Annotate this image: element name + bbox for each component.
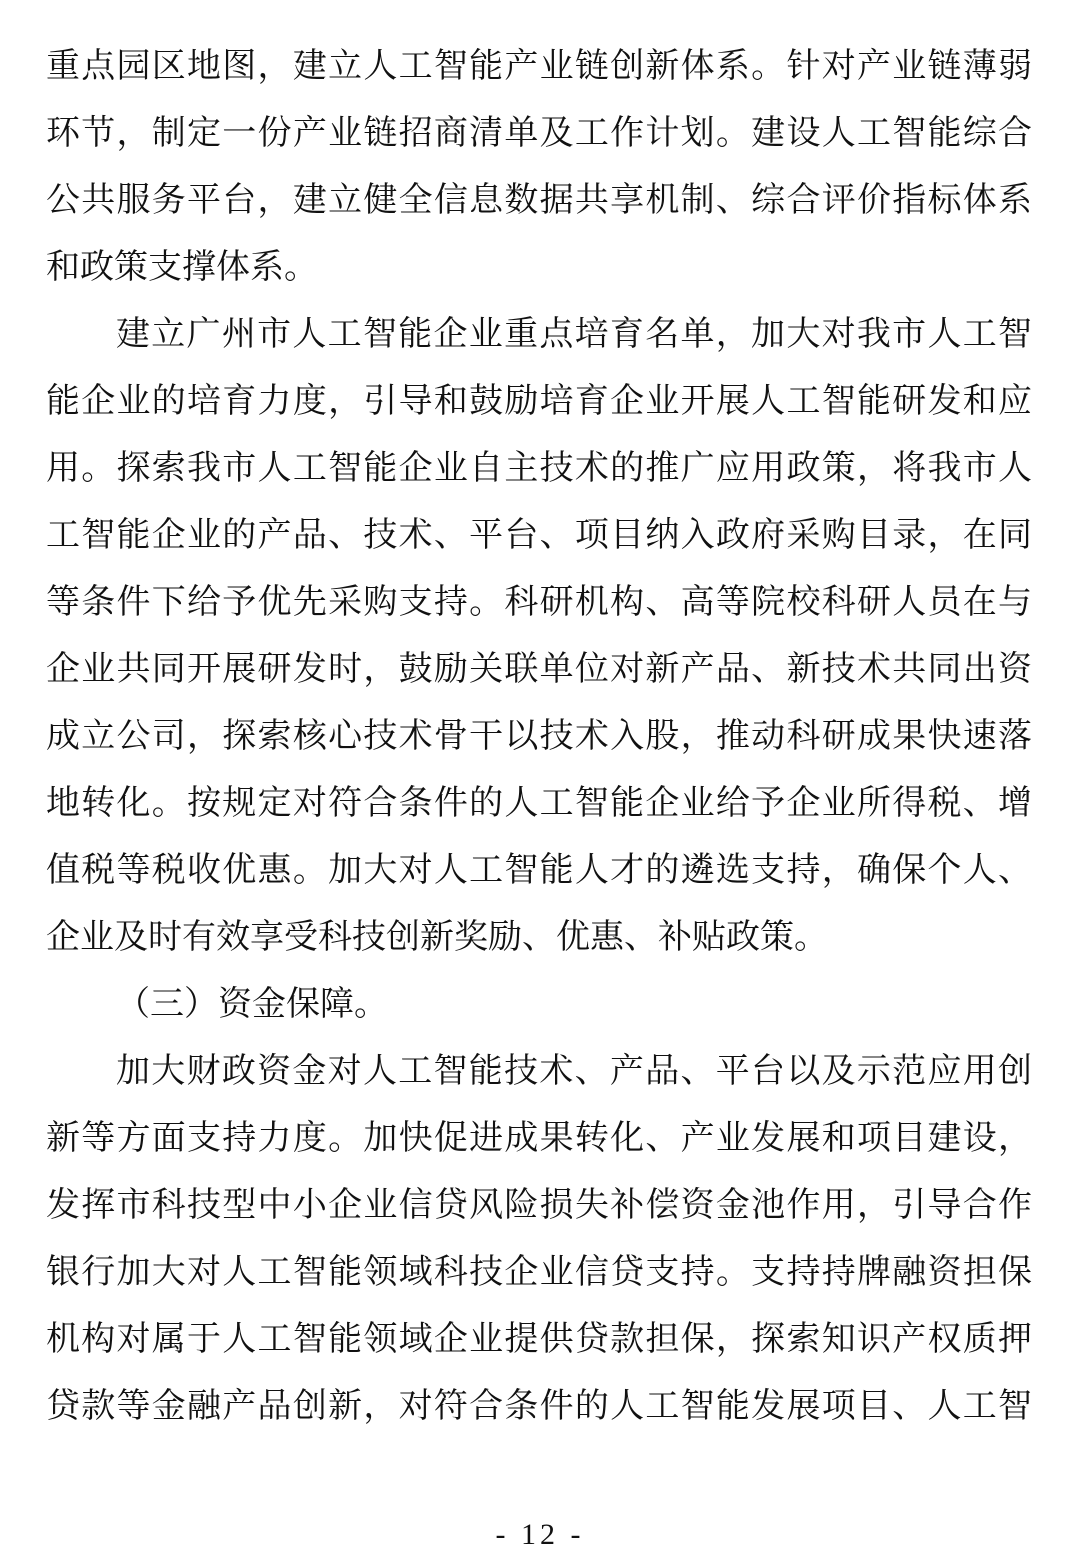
text-line: 发挥市科技型中小企业信贷风险损失补偿资金池作用，引导合作: [46, 1185, 1032, 1225]
text-line: 企业及时有效享受科技创新奖励、优惠、补贴政策。: [46, 917, 828, 957]
text-line: 能企业的培育力度，引导和鼓励培育企业开展人工智能研发和应: [46, 381, 1032, 421]
text-line: 建立广州市人工智能企业重点培育名单，加大对我市人工智: [116, 314, 1032, 354]
text-line: 用。探索我市人工智能企业自主技术的推广应用政策，将我市人: [46, 448, 1032, 488]
text-line: 等条件下给予优先采购支持。科研机构、高等院校科研人员在与: [46, 582, 1032, 622]
text-line: 贷款等金融产品创新，对符合条件的人工智能发展项目、人工智: [46, 1386, 1032, 1426]
text-line: 地转化。按规定对符合条件的人工智能企业给予企业所得税、增: [46, 783, 1032, 823]
text-line: 成立公司，探索核心技术骨干以技术入股，推动科研成果快速落: [46, 716, 1032, 756]
text-line: 和政策支撑体系。: [46, 247, 318, 287]
text-line: 银行加大对人工智能领域科技企业信贷支持。支持持牌融资担保: [46, 1252, 1032, 1292]
section-heading: （三）资金保障。: [116, 984, 388, 1024]
text-line: 企业共同开展研发时，鼓励关联单位对新产品、新技术共同出资: [46, 649, 1032, 689]
text-line: 工智能企业的产品、技术、平台、项目纳入政府采购目录，在同: [46, 515, 1032, 555]
text-line: 值税等税收优惠。加大对人工智能人才的遴选支持，确保个人、: [46, 850, 1032, 890]
text-line: 环节，制定一份产业链招商清单及工作计划。建设人工智能综合: [46, 113, 1032, 153]
text-line: 公共服务平台，建立健全信息数据共享机制、综合评价指标体系: [46, 180, 1032, 220]
text-line: 机构对属于人工智能领域企业提供贷款担保，探索知识产权质押: [46, 1319, 1032, 1359]
text-line: 新等方面支持力度。加快促进成果转化、产业发展和项目建设，: [46, 1118, 1032, 1158]
page-number: - 12 -: [495, 1518, 585, 1551]
text-line: 加大财政资金对人工智能技术、产品、平台以及示范应用创: [116, 1051, 1032, 1091]
text-line: 重点园区地图，建立人工智能产业链创新体系。针对产业链薄弱: [46, 46, 1032, 86]
